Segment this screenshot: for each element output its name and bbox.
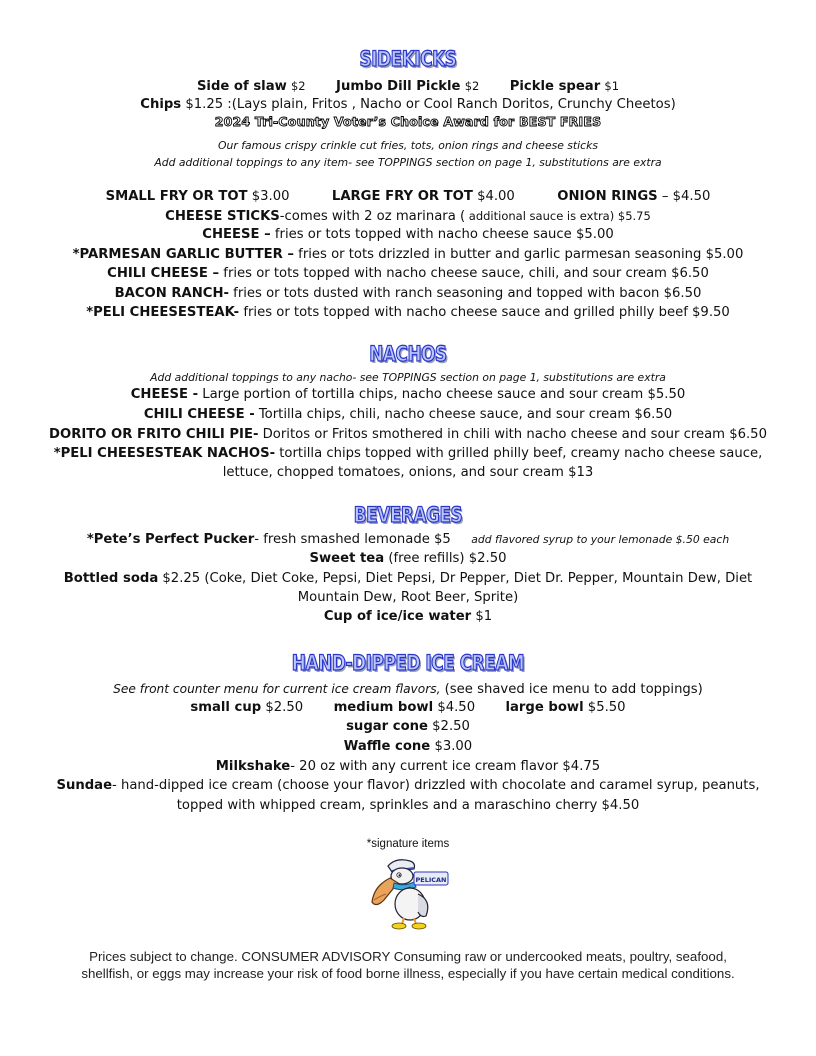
peli-nachos-label: *PELI CHEESESTEAK NACHOS- — [53, 446, 276, 461]
small-fry-price: $3.00 — [251, 189, 290, 204]
peli-cheesesteak-fries-desc: fries or tots topped with nacho cheese sauce and grilled philly beef $9.50 — [239, 305, 730, 320]
chili-cheese-nachos-label: CHILI CHEESE - — [143, 407, 255, 422]
sugar-cone-price: $2.50 — [427, 719, 470, 734]
cheese-sticks-desc: -comes with 2 oz marinara ( — [279, 209, 466, 224]
logo-text: PELICAN — [415, 876, 447, 884]
cheese-sticks-line — [0, 207, 816, 226]
waffle-cone-label: Waffle cone — [343, 739, 431, 754]
bacon-ranch-line — [0, 285, 816, 303]
footer-line-1: Prices subject to change. CONSUMER ADVISORY Consuming raw or undercooked meats, poultry, seafood, — [89, 949, 727, 964]
cheese-sticks-label: CHEESE STICKS — [165, 209, 280, 224]
small-fry-label: SMALL FRY OR TOT — [105, 189, 248, 204]
large-bowl-label: large bowl — [505, 700, 584, 715]
footer-line-2: shellfish, or eggs may increase your risk of food borne illness, especially if you have certain medical conditions. — [81, 966, 735, 981]
ice-cream-note-line — [0, 680, 816, 699]
pickle-price: $2 — [464, 79, 480, 93]
sidekicks-line-1 — [0, 77, 816, 96]
large-fry-label: LARGE FRY OR TOT — [331, 189, 473, 204]
chips-label: Chips — [140, 97, 182, 112]
chips-line — [0, 96, 816, 114]
chili-cheese-fries-desc: fries or tots topped with nacho cheese sauce, chili, and sour cream $6.50 — [219, 266, 709, 281]
signature-note: *signature items — [366, 838, 450, 850]
fries-note-2: Add additional toppings to any item- see TOPPINGS section on page 1, substitutions are extra — [154, 156, 662, 169]
milkshake-desc: - 20 oz with any current ice cream flavor $4.75 — [290, 759, 601, 774]
slaw-price: $2 — [290, 79, 306, 93]
best-fries-award: 2024 Tri-County Voter’s Choice Award for BEST FRIES — [214, 114, 602, 129]
chili-pie-desc: Doritos or Fritos smothered in chili with nacho cheese and sour cream $6.50 — [258, 427, 767, 442]
bottled-soda-label: Bottled soda — [63, 571, 159, 586]
large-fry-price: $4.00 — [477, 189, 515, 204]
sugar-cone-line — [0, 718, 816, 736]
lemonade-line — [0, 531, 816, 549]
bacon-ranch-desc: fries or tots dusted with ranch seasoning and topped with bacon $6.50 — [228, 286, 702, 301]
ice-water-price: $1 — [471, 609, 493, 624]
lemonade-note: add flavored syrup to your lemonade $.50 each — [471, 533, 730, 546]
sugar-cone-label: sugar cone — [346, 719, 428, 734]
parmesan-fries-desc: fries or tots drizzled in butter and garlic parmesan seasoning $5.00 — [293, 247, 744, 262]
peli-cheesesteak-fries-label: *PELI CHEESESTEAK- — [86, 305, 240, 320]
bottled-soda-desc-2: Mountain Dew, Root Beer, Sprite) — [297, 590, 519, 605]
nachos-note: Add additional toppings to any nacho- see TOPPINGS section on page 1, substitutions are extra — [150, 371, 666, 384]
ice-water-label: Cup of ice/ice water — [323, 609, 472, 624]
medium-bowl-label: medium bowl — [333, 700, 434, 715]
peli-nachos-desc-2: lettuce, chopped tomatoes, onions, and sour cream $13 — [222, 465, 594, 480]
ice-cream-note-italic: See front counter menu for current ice cream flavors, — [113, 682, 441, 696]
large-bowl-price: $5.50 — [583, 700, 626, 715]
cheese-nachos-label: CHEESE - — [130, 387, 199, 402]
cheese-nachos-line — [0, 386, 816, 404]
waffle-cone-line — [0, 738, 816, 756]
sweet-tea-line — [0, 550, 816, 568]
small-cup-price: $2.50 — [261, 700, 304, 715]
peli-cheesesteak-fries-line — [0, 304, 816, 322]
pelican-mascot-logo — [366, 856, 452, 930]
small-cup-label: small cup — [190, 700, 262, 715]
nachos-heading: NACHOS — [369, 342, 447, 366]
ice-cream-heading: HAND-DIPPED ICE CREAM — [291, 651, 525, 675]
lemonade-label: *Pete’s Perfect Pucker — [86, 532, 255, 547]
fry-sizes-line — [0, 188, 816, 206]
parmesan-fries-line — [0, 246, 816, 264]
bacon-ranch-label: BACON RANCH- — [114, 286, 229, 301]
chili-pie-line — [0, 426, 816, 444]
ice-water-line — [0, 608, 816, 626]
chili-cheese-nachos-desc: Tortilla chips, chili, nacho cheese sauce, and sour cream $6.50 — [254, 407, 673, 422]
cheese-fries-line — [0, 226, 816, 244]
chili-cheese-nachos-line — [0, 406, 816, 424]
sidekicks-heading: SIDEKICKS — [359, 47, 457, 71]
parmesan-fries-label: *PARMESAN GARLIC BUTTER – — [72, 247, 294, 262]
chili-cheese-fries-label: CHILI CHEESE – — [107, 266, 220, 281]
chili-cheese-fries-line — [0, 265, 816, 283]
sundae-desc: - hand-dipped ice cream (choose your flavor) drizzled with chocolate and caramel syrup, peanuts, — [112, 778, 760, 793]
fries-note-1: Our famous crispy crinkle cut fries, tots, onion rings and cheese sticks — [218, 139, 598, 152]
bottled-soda-desc: $2.25 (Coke, Diet Coke, Pepsi, Diet Pepsi, Dr Pepper, Diet Dr. Pepper, Mountain Dew, Diet — [158, 571, 753, 586]
pickle-label: Jumbo Dill Pickle — [336, 79, 461, 94]
beverages-heading: BEVERAGES — [353, 503, 463, 527]
sweet-tea-desc: (free refills) $2.50 — [384, 551, 507, 566]
spear-price: $1 — [604, 79, 620, 93]
sundae-line — [0, 777, 816, 795]
sundae-desc-2: topped with whipped cream, sprinkles and a maraschino cherry $4.50 — [176, 798, 640, 813]
peli-nachos-line — [0, 445, 816, 463]
milkshake-line — [0, 758, 816, 776]
chili-pie-label: DORITO OR FRITO CHILI PIE- — [49, 427, 259, 442]
cheese-sticks-note: additional sauce is extra) — [465, 209, 615, 223]
lemonade-desc: - fresh smashed lemonade $5 — [254, 532, 451, 547]
sundae-label: Sundae — [56, 778, 113, 793]
chips-desc: $1.25 :(Lays plain, Fritos , Nacho or Cool Ranch Doritos, Crunchy Cheetos) — [185, 97, 676, 112]
ice-cream-sizes-line — [0, 699, 816, 717]
peli-nachos-desc: tortilla chips topped with grilled philly beef, creamy nacho cheese sauce, — [275, 446, 763, 461]
bottled-soda-line — [0, 570, 816, 588]
onion-rings-label: ONION RINGS — [557, 189, 658, 204]
ice-cream-note-plain: (see shaved ice menu to add toppings) — [440, 682, 703, 697]
waffle-cone-price: $3.00 — [430, 739, 473, 754]
cheese-fries-label: CHEESE – — [202, 227, 271, 242]
slaw-label: Side of slaw — [196, 79, 287, 94]
sweet-tea-label: Sweet tea — [309, 551, 385, 566]
milkshake-label: Milkshake — [215, 759, 291, 774]
onion-rings-price: – $4.50 — [661, 189, 711, 204]
cheese-fries-desc: fries or tots topped with nacho cheese sauce $5.00 — [270, 227, 614, 242]
cheese-sticks-price: $5.75 — [614, 209, 651, 223]
cheese-nachos-desc: Large portion of tortilla chips, nacho cheese sauce and sour cream $5.50 — [198, 387, 686, 402]
spear-label: Pickle spear — [509, 79, 601, 94]
medium-bowl-price: $4.50 — [433, 700, 476, 715]
